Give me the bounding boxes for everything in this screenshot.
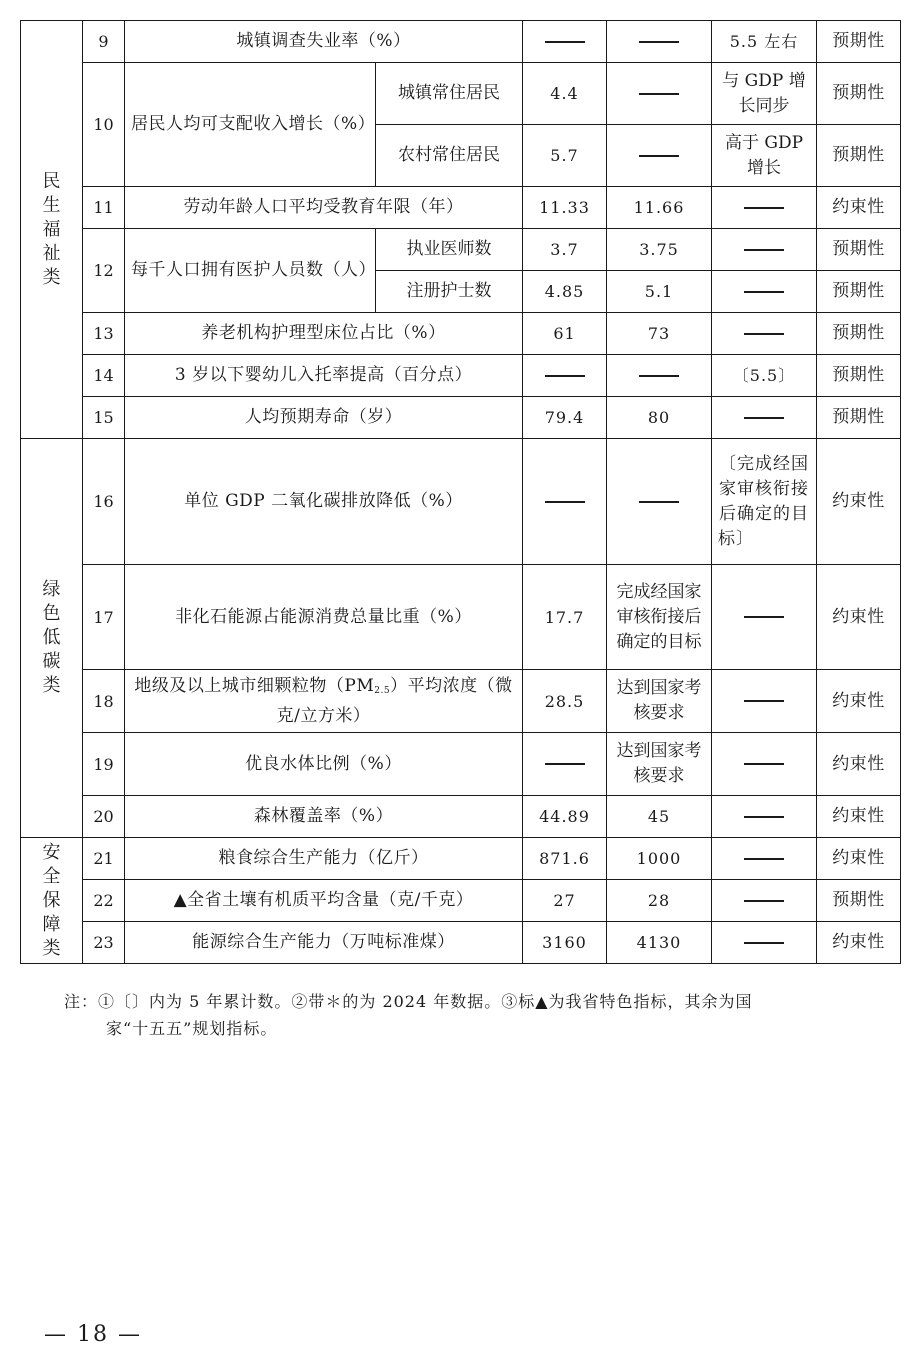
table-row	[21, 733, 901, 796]
attribute: 约束性	[817, 922, 901, 964]
dash-mark	[744, 942, 784, 944]
dash-mark	[744, 207, 784, 209]
attribute: 预期性	[817, 397, 901, 439]
indicator-name: 能源综合生产能力（万吨标准煤）	[125, 922, 523, 964]
attribute: 约束性	[817, 439, 901, 565]
attribute: 预期性	[817, 355, 901, 397]
attribute: 约束性	[817, 670, 901, 733]
dash-mark	[744, 900, 784, 902]
attribute: 预期性	[817, 63, 901, 125]
attribute: 预期性	[817, 125, 901, 187]
goal-value	[607, 21, 712, 63]
row-number: 19	[83, 733, 125, 796]
attribute: 约束性	[817, 565, 901, 670]
dash-mark	[744, 616, 784, 618]
attribute: 约束性	[817, 733, 901, 796]
category-livelihood: 民生福祉类	[21, 21, 83, 439]
goal-value: 5.1	[607, 271, 712, 313]
cumulative-value	[712, 796, 817, 838]
indicator-name: 3 岁以下婴幼儿入托率提高（百分点）	[125, 355, 523, 397]
goal-value: 11.66	[607, 187, 712, 229]
indicator-name: 地级及以上城市细颗粒物$(PM_{2.5})$平均浓度（微克/立方米）	[125, 670, 523, 733]
goal-value	[607, 63, 712, 125]
page-number: — 18 —	[44, 1322, 142, 1347]
indicator-name: 粮食综合生产能力（亿斤）	[125, 838, 523, 880]
cumulative-value	[712, 271, 817, 313]
cumulative-value	[712, 187, 817, 229]
goal-value: 4130	[607, 922, 712, 964]
row-number: 14	[83, 355, 125, 397]
base-value	[523, 439, 607, 565]
base-value	[523, 355, 607, 397]
attribute: 预期性	[817, 21, 901, 63]
table-row	[21, 313, 901, 355]
dash-mark	[744, 858, 784, 860]
dash-mark	[545, 501, 585, 503]
cumulative-value: 〔完成经国家审核衔接后确定的目标〕	[712, 439, 817, 565]
indicator-name: 居民人均可支配收入增长（%）	[125, 63, 376, 187]
cumulative-value	[712, 229, 817, 271]
table-row	[21, 439, 901, 565]
base-value: 3160	[523, 922, 607, 964]
base-value	[523, 733, 607, 796]
attribute: 约束性	[817, 187, 901, 229]
goal-value: 73	[607, 313, 712, 355]
sub-indicator: 城镇常住居民	[376, 63, 523, 125]
base-value: 4.4	[523, 63, 607, 125]
cumulative-value	[712, 922, 817, 964]
table-footnote	[64, 988, 904, 1042]
base-value: 11.33	[523, 187, 607, 229]
dash-mark	[639, 41, 679, 43]
table-row	[21, 880, 901, 922]
cumulative-value: 与 GDP 增长同步	[712, 63, 817, 125]
goal-value	[607, 125, 712, 187]
indicator-name: 人均预期寿命（岁）	[125, 397, 523, 439]
dash-mark	[744, 417, 784, 419]
table-row	[21, 565, 901, 670]
indicator-name: 非化石能源占能源消费总量比重（%）	[125, 565, 523, 670]
cumulative-value	[712, 397, 817, 439]
row-number: 18	[83, 670, 125, 733]
row-number: 23	[83, 922, 125, 964]
attribute: 预期性	[817, 880, 901, 922]
dash-mark	[639, 375, 679, 377]
table-row	[21, 796, 901, 838]
dash-mark	[545, 41, 585, 43]
attribute: 预期性	[817, 229, 901, 271]
row-number: 16	[83, 439, 125, 565]
row-number: 10	[83, 63, 125, 187]
goal-value	[607, 355, 712, 397]
goal-value: 完成经国家审核衔接后确定的目标	[607, 565, 712, 670]
goal-value: 1000	[607, 838, 712, 880]
dash-mark	[744, 816, 784, 818]
indicator-name: 养老机构护理型床位占比（%）	[125, 313, 523, 355]
table-row	[21, 670, 901, 733]
dash-mark	[744, 763, 784, 765]
row-number: 21	[83, 838, 125, 880]
attribute: 约束性	[817, 838, 901, 880]
table-row	[21, 922, 901, 964]
indicator-name: 城镇调查失业率（%）	[125, 21, 523, 63]
table-row	[21, 229, 901, 271]
goal-value: 达到国家考核要求	[607, 733, 712, 796]
row-number: 22	[83, 880, 125, 922]
indicator-name: 劳动年龄人口平均受教育年限（年）	[125, 187, 523, 229]
goal-value	[607, 439, 712, 565]
table-row	[21, 21, 901, 63]
category-green: 绿色低碳类	[21, 439, 83, 838]
cumulative-value: 5.5 左右	[712, 21, 817, 63]
cumulative-value	[712, 838, 817, 880]
cumulative-value	[712, 565, 817, 670]
base-value: 61	[523, 313, 607, 355]
row-number: 15	[83, 397, 125, 439]
base-value: 3.7	[523, 229, 607, 271]
base-value: 17.7	[523, 565, 607, 670]
sub-indicator: 农村常住居民	[376, 125, 523, 187]
row-number: 12	[83, 229, 125, 313]
table-row	[21, 355, 901, 397]
cumulative-value	[712, 313, 817, 355]
attribute: 约束性	[817, 796, 901, 838]
row-number: 11	[83, 187, 125, 229]
base-value: 79.4	[523, 397, 607, 439]
row-number: 20	[83, 796, 125, 838]
base-value: 5.7	[523, 125, 607, 187]
indicator-table	[20, 20, 901, 964]
dash-mark	[744, 333, 784, 335]
base-value: 44.89	[523, 796, 607, 838]
attribute: 预期性	[817, 313, 901, 355]
base-value: 28.5	[523, 670, 607, 733]
dash-mark	[639, 155, 679, 157]
row-number: 9	[83, 21, 125, 63]
dash-mark	[744, 291, 784, 293]
table-row	[21, 63, 901, 125]
dash-mark	[545, 763, 585, 765]
indicator-name: 单位 GDP 二氧化碳排放降低（%）	[125, 439, 523, 565]
dash-mark	[744, 249, 784, 251]
indicator-name: 每千人口拥有医护人员数（人）	[125, 229, 376, 313]
dash-mark	[545, 375, 585, 377]
sub-indicator: 执业医师数	[376, 229, 523, 271]
table-row	[21, 187, 901, 229]
footnote-line: 家“十五五”规划指标。	[106, 1019, 278, 1038]
base-value: 871.6	[523, 838, 607, 880]
indicator-name: 优良水体比例（%）	[125, 733, 523, 796]
table-row	[21, 397, 901, 439]
dash-mark	[639, 93, 679, 95]
indicator-name: 森林覆盖率（%）	[125, 796, 523, 838]
cumulative-value	[712, 880, 817, 922]
attribute: 预期性	[817, 271, 901, 313]
dash-mark	[639, 501, 679, 503]
indicator-name: ▲全省土壤有机质平均含量（克/千克）	[125, 880, 523, 922]
category-security: 安全保障类	[21, 838, 83, 964]
sub-indicator: 注册护士数	[376, 271, 523, 313]
goal-value: 28	[607, 880, 712, 922]
base-value: 27	[523, 880, 607, 922]
base-value: 4.85	[523, 271, 607, 313]
footnote-line: 注：①〔〕内为 5 年累计数。②带＊的为 2024 年数据。③标▲为我省特色指标，其余为国	[64, 992, 753, 1011]
cumulative-value: 高于 GDP 增长	[712, 125, 817, 187]
row-number: 17	[83, 565, 125, 670]
cumulative-value	[712, 670, 817, 733]
row-number: 13	[83, 313, 125, 355]
dash-mark	[744, 700, 784, 702]
base-value	[523, 21, 607, 63]
cumulative-value: 〔5.5〕	[712, 355, 817, 397]
goal-value: 3.75	[607, 229, 712, 271]
cumulative-value	[712, 733, 817, 796]
goal-value: 达到国家考核要求	[607, 670, 712, 733]
table-row	[21, 838, 901, 880]
goal-value: 80	[607, 397, 712, 439]
goal-value: 45	[607, 796, 712, 838]
